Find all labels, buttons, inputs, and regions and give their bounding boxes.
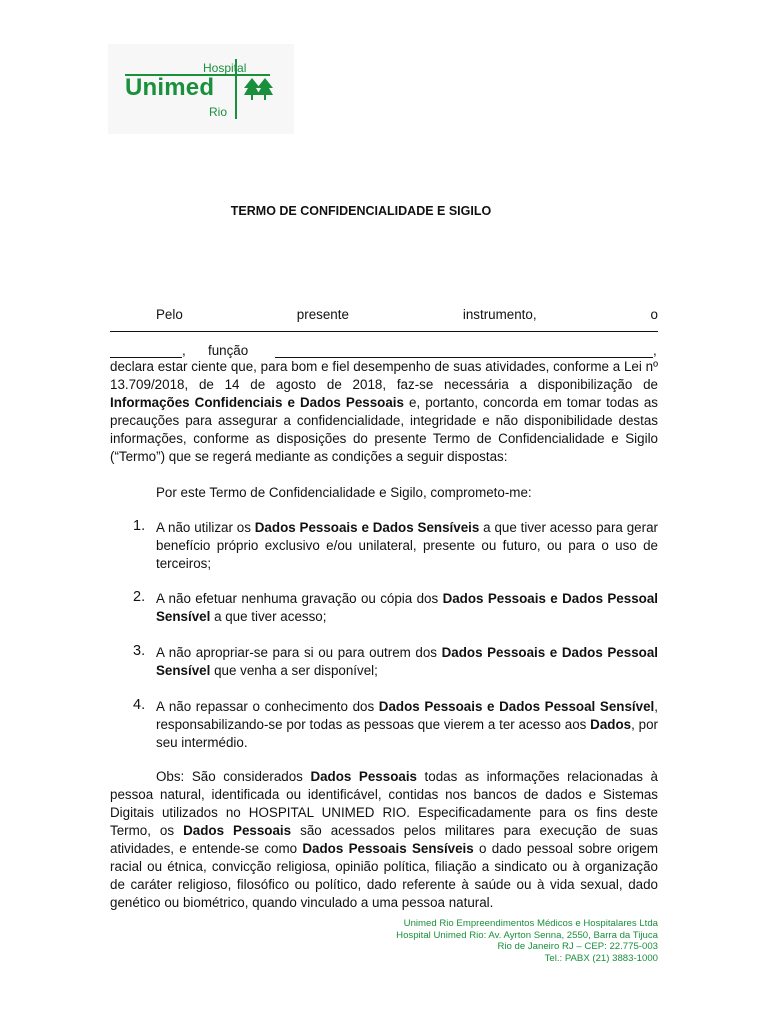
item-number: 2.: [133, 589, 146, 605]
list-item: [156, 590, 658, 626]
name-blank-line: [110, 331, 658, 332]
bold-text: Dados Pessoais e Dados Sensíveis: [254, 520, 480, 535]
paragraph-text: o dado pessoal sobre origem racial ou étnica, convicção religiosa, opinião política, filiação a sindicato ou à organização de caráter religioso, filosófico ou político, dado referente à saúde ou à vida sexual, dado genético ou biométrico, quando vinculado a uma pessoa natural.: [110, 841, 658, 910]
document-title: TERMO DE CONFIDENCIALIDADE E SIGILO: [230, 204, 492, 218]
logo-unimed-text: Unimed: [125, 74, 215, 101]
item-number: 1.: [133, 518, 146, 534]
item-text: a que tiver acesso para gerar benefício próprio exclusivo e/ou unilateral, presente ou futuro, ou para o uso de terceiros;: [156, 520, 658, 571]
intro-word: Pelo: [156, 307, 183, 322]
list-item: [156, 644, 658, 680]
bold-text: Dados: [590, 717, 632, 732]
comma: ,: [653, 343, 657, 358]
item-text: , responsabilizando-se por todas as pessoas que vierem a ter acesso aos: [156, 699, 658, 732]
item-text: que venha a ser disponível;: [210, 663, 378, 678]
bold-text: Dados Pessoais: [183, 823, 292, 838]
commitment-line: Por este Termo de Confidencialidade e Sigilo, comprometo-me:: [156, 485, 532, 500]
obs-paragraph: [110, 768, 658, 912]
bold-text: Dados Pessoais: [310, 769, 417, 784]
item-text: A não repassar o conhecimento dos: [156, 699, 379, 714]
item-text: A não apropriar-se para si ou para outrem dos: [156, 645, 442, 660]
intro-paragraph: [110, 358, 658, 466]
bold-text: Dados Pessoais e Dados Pessoal Sensível: [156, 645, 658, 678]
logo-hospital-text: Hospital: [203, 61, 247, 75]
paragraph-text: e, portanto, concorda em tomar todas as precauções para assegurar a confidencialidade, integridade e não disponibilidade destas informações, conforme as disposições do presente Termo de Confidencialidade e Sigilo (“Termo”) que se regerá mediante as condições a seguir dispostas:: [110, 395, 658, 464]
hospital-logo: [108, 44, 294, 134]
bold-text: Dados Pessoais Sensíveis: [302, 841, 474, 856]
intro-first-line: [110, 306, 658, 324]
paragraph-text: declara estar ciente que, para bom e fiel desempenho de suas atividades, conforme a Lei nº 13.709/2018, de 14 de agosto de 2018, faz-se necessária a disponibilização de: [110, 359, 658, 392]
item-text: , por seu intermédio.: [156, 717, 658, 750]
paragraph-text: são acessados pelos militares para execução de suas atividades, e entende-se como: [110, 823, 658, 856]
function-label: função: [208, 343, 249, 358]
item-number: 3.: [133, 643, 146, 659]
footer-line: Hospital Unimed Rio: Av. Ayrton Senna, 2550, Barra da Tijuca: [396, 929, 658, 941]
item-text: A não efetuar nenhuma gravação ou cópia dos: [156, 591, 443, 606]
bold-text: Dados Pessoais e Dados Pessoal Sensível: [378, 699, 655, 714]
bold-text: Dados Pessoais e Dados Pessoal Sensível: [156, 591, 658, 624]
footer-line: Unimed Rio Empreendimentos Médicos e Hospitalares Ltda: [403, 918, 658, 929]
intro-word: instrumento,: [462, 307, 537, 322]
paragraph-text: todas as informações relacionadas à pessoa natural, identificada ou identificável, contidas nos bancos de dados e Sistemas Digitais utilizados no HOSPITAL UNIMED RIO. Especificadamente para os fins deste Termo, os: [110, 769, 658, 838]
footer-line: Rio de Janeiro RJ – CEP: 22.775-003: [497, 941, 658, 952]
intro-word: o: [650, 307, 658, 322]
item-text: A não utilizar os: [156, 520, 255, 535]
footer-line: Tel.: PABX (21) 3883-1000: [544, 952, 658, 964]
intro-word: presente: [296, 307, 349, 322]
list-item: [156, 698, 658, 752]
item-text: a que tiver acesso;: [210, 609, 327, 624]
bold-text: Informações Confidenciais e Dados Pessoais: [110, 395, 404, 410]
pine-trees-icon: [244, 78, 274, 100]
comma: ,: [182, 343, 186, 358]
logo-rio-text: Rio: [209, 105, 228, 119]
paragraph-text: Obs: São considerados: [156, 769, 311, 784]
company-footer: [396, 918, 658, 964]
list-item: [156, 519, 658, 573]
item-number: 4.: [133, 697, 146, 713]
